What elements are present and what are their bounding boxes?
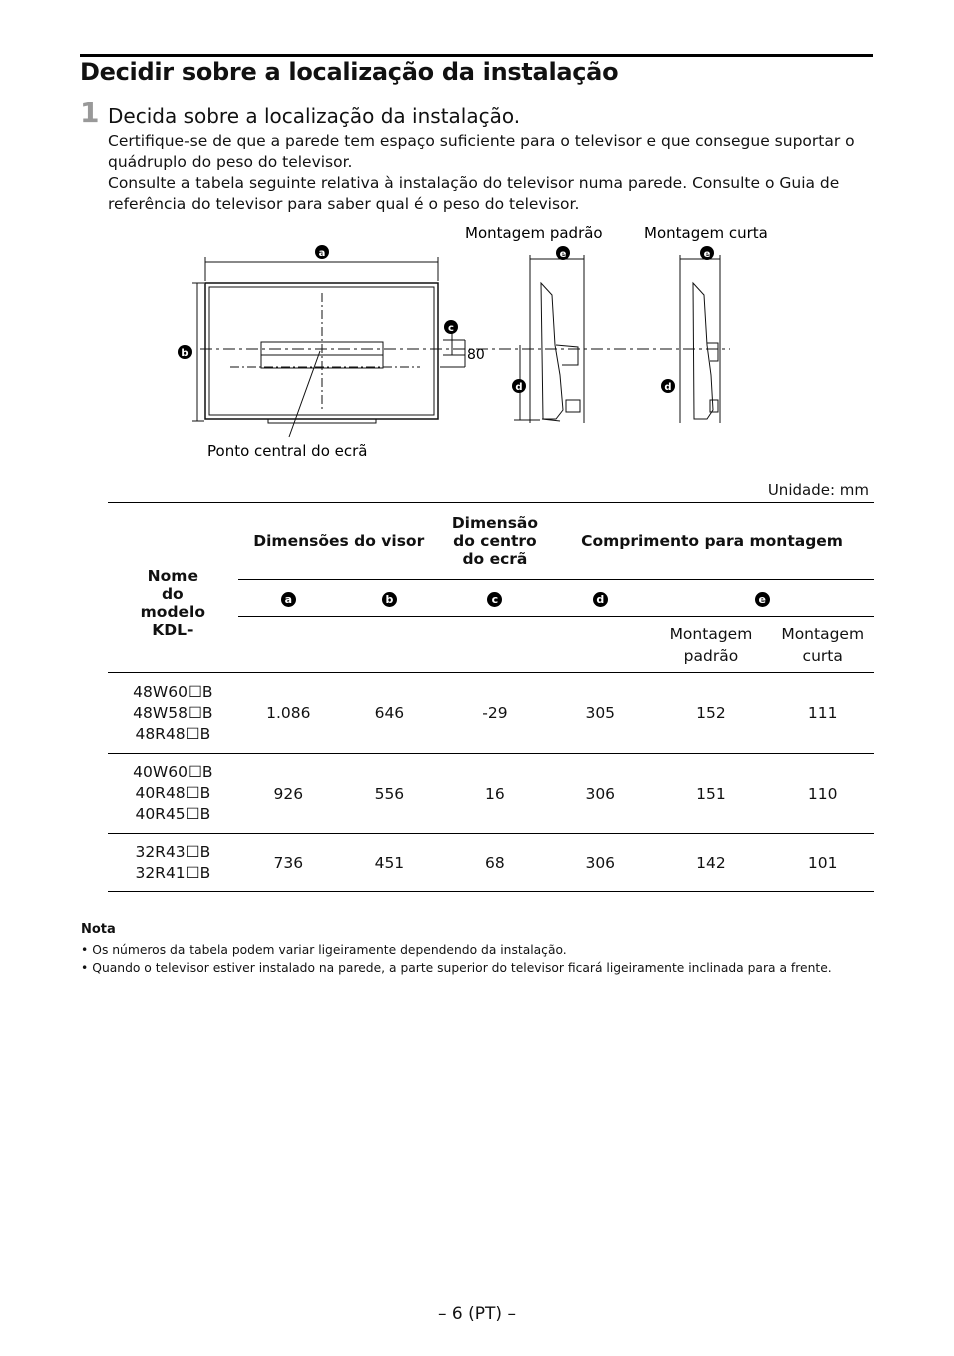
installation-diagram: [0, 215, 954, 465]
paragraph: Consulte a tabela seguinte relativa à instalação do televisor numa parede. Consulte o Guia de referência do televisor para saber qual é o peso do televisor.: [108, 174, 840, 213]
cell-e-short: 101: [807, 853, 838, 872]
cell-c: 16: [485, 784, 505, 803]
page-title: Decidir sobre a localização da instalação: [80, 58, 619, 86]
title-rule: [80, 54, 873, 57]
cell-e-standard: 152: [696, 704, 726, 722]
cell-d: 306: [585, 853, 616, 872]
table-row: [108, 754, 874, 834]
paragraph: Certifique-se de que a parede tem espaço suficiente para o televisor e que consegue suportar o quádruplo do peso do televisor.: [108, 132, 855, 171]
unit-label: Unidade: mm: [767, 481, 869, 499]
cell-e-standard: 142: [696, 853, 726, 872]
svg-text:d: d: [515, 382, 523, 393]
cell-d: 306: [585, 784, 616, 803]
marker-d: [512, 379, 526, 393]
marker-e: [700, 246, 714, 260]
mount-spec-table: [108, 502, 874, 893]
letter-c: c: [440, 580, 550, 617]
marker-c: [444, 320, 458, 334]
cell-b: 646: [374, 704, 405, 722]
group-length-header: Comprimento para montagem: [581, 532, 843, 550]
note-item: • Os números da tabela podem variar ligeiramente dependendo da instalação.: [81, 941, 832, 959]
svg-text:b: b: [181, 348, 189, 359]
cell-e-short: 111: [807, 704, 838, 722]
model-cell: 48W60☐B 48W58☐B 48R48☐B: [133, 682, 213, 743]
marker-a: [315, 245, 329, 259]
svg-text:e: e: [703, 249, 711, 260]
cell-b: 451: [374, 853, 405, 872]
label-short-mount: Montagem curta: [644, 224, 768, 242]
model-header: Nome do modelo KDL-: [140, 566, 206, 639]
table-row: [108, 673, 874, 754]
group-center-header: Dimensão do centro do ecrã: [451, 514, 539, 568]
step-number: 1: [80, 96, 100, 129]
note-title: Nota: [81, 922, 116, 937]
marker-b: [178, 345, 192, 359]
note-item: • Quando o televisor estiver instalado na parede, a parte superior do televisor ficará ligeiramente inclinada para a frente.: [81, 959, 832, 977]
cell-a: 736: [273, 853, 304, 872]
cell-c: 68: [485, 853, 505, 872]
cell-b: 556: [374, 784, 405, 803]
marker-e: [556, 246, 570, 260]
letter-d: d: [550, 580, 650, 617]
label-screen-center: Ponto central do ecrã: [207, 442, 368, 460]
page-number: – 6 (PT) –: [438, 1304, 516, 1324]
step-body: [108, 131, 878, 215]
svg-text:c: c: [448, 323, 454, 334]
step-title: Decida sobre a localização da instalação.: [108, 104, 521, 128]
letter-a: a: [238, 580, 339, 617]
tv-side-short: [693, 283, 713, 419]
table-row: [108, 834, 874, 892]
model-cell: 40W60☐B 40R48☐B 40R45☐B: [133, 763, 213, 823]
label-standard-mount: Montagem padrão: [465, 224, 603, 242]
model-cell: 32R43☐B 32R41☐B: [135, 842, 211, 882]
svg-text:d: d: [664, 382, 672, 393]
group-display-header: Dimensões do visor: [253, 532, 425, 550]
dim-80-label: 80: [467, 347, 485, 363]
cell-a: 926: [273, 784, 304, 803]
sub-standard-header: Montagem padrão: [650, 617, 771, 673]
svg-text:e: e: [559, 249, 567, 260]
tv-side-standard: [541, 283, 563, 419]
letter-b: b: [339, 580, 440, 617]
marker-d: [661, 379, 675, 393]
cell-d: 305: [585, 704, 616, 722]
cell-c: -29: [482, 704, 508, 722]
cell-a: 1.086: [266, 704, 311, 722]
letter-e: e: [650, 580, 874, 617]
note-list: [81, 941, 832, 977]
svg-text:a: a: [318, 248, 326, 259]
cell-e-standard: 151: [696, 784, 726, 803]
sub-short-header: Montagem curta: [771, 617, 874, 673]
cell-e-short: 110: [807, 784, 838, 803]
